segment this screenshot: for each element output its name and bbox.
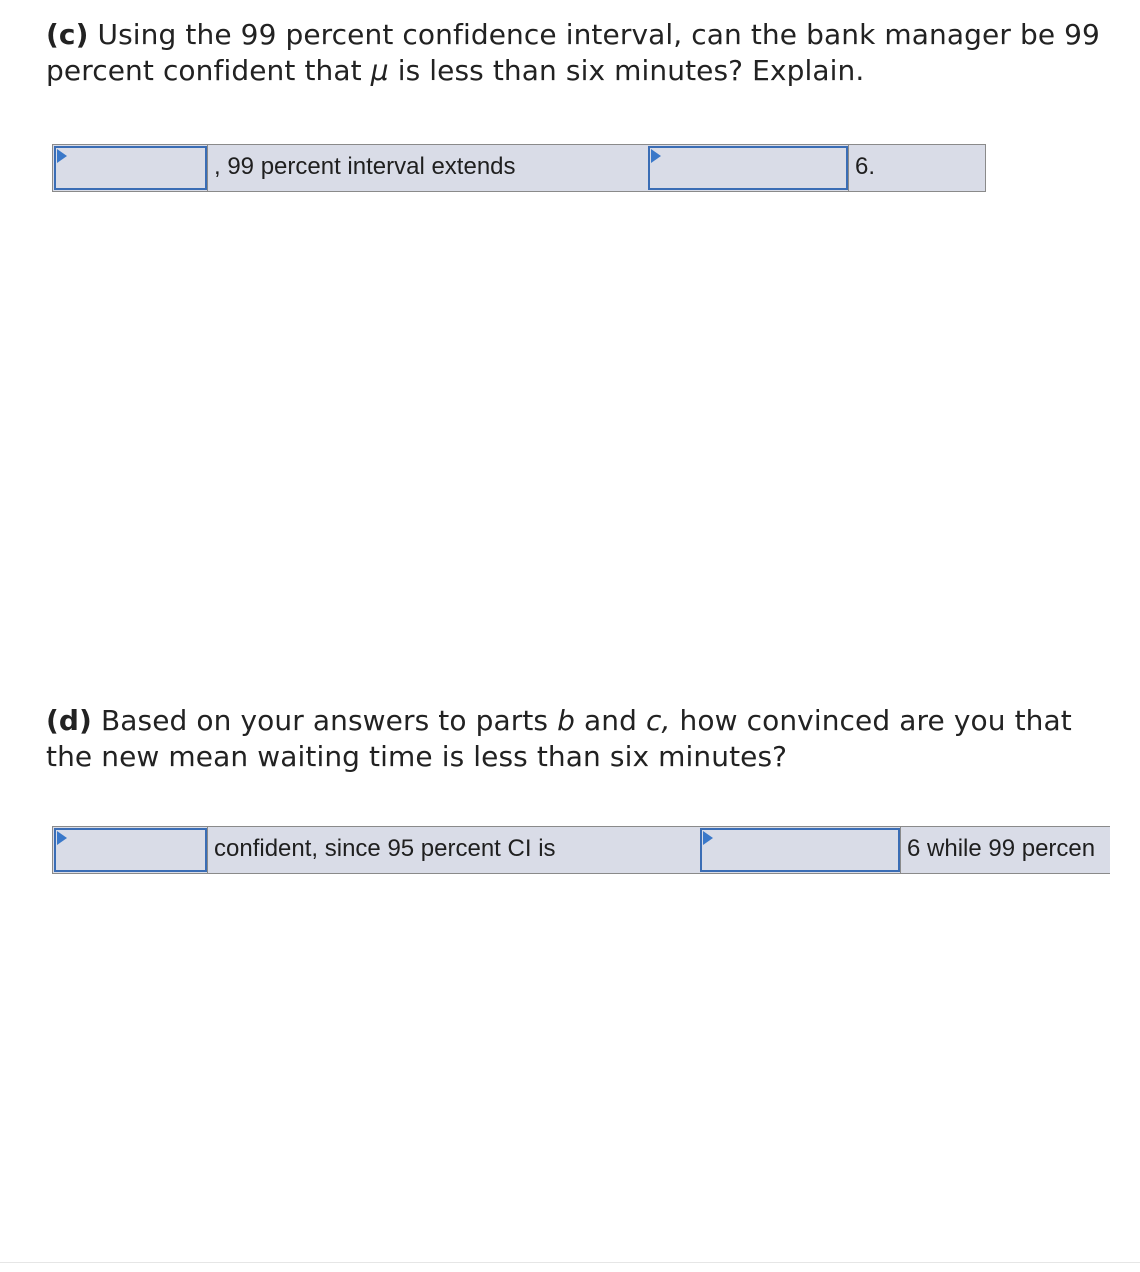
page-bottom-divider [0,1262,1140,1263]
part-d-label: (d) [46,704,92,737]
part-d-and: and [584,704,637,737]
part-d-segment-2: 6 while 99 percen [900,827,1110,873]
dropdown-marker-icon [57,831,67,845]
dropdown-marker-icon [651,149,661,163]
part-d-segment-1: confident, since 95 percent CI is [207,827,699,873]
part-c-text-2: is less than six minutes? Explain. [397,54,865,87]
part-c-label: (c) [46,18,89,51]
answer-row-part-d [52,826,1110,874]
part-d-dropdown-2[interactable] [700,828,900,872]
part-d-dropdown-1[interactable] [54,828,207,872]
mu-symbol: μ [370,54,389,87]
question-part-d [46,703,1106,775]
part-c-dropdown-1[interactable] [54,146,207,190]
part-c-segment-1: , 99 percent interval extends [207,145,647,191]
part-c-dropdown-2[interactable] [648,146,848,190]
part-c-text-1: Using the 99 percent confidence interval, can the bank manager be 99 percent confident that [46,18,1100,87]
part-d-text-1: Based on your answers to parts [100,704,549,737]
part-d-text-2: how convinced are you that the new mean waiting time is less than six minutes? [46,704,1072,773]
question-part-c [46,17,1106,89]
part-c-segment-2: 6. [848,145,985,191]
var-b: b [557,704,575,737]
var-c: c, [646,704,671,737]
dropdown-marker-icon [57,149,67,163]
answer-row-part-c [52,144,986,192]
dropdown-marker-icon [703,831,713,845]
